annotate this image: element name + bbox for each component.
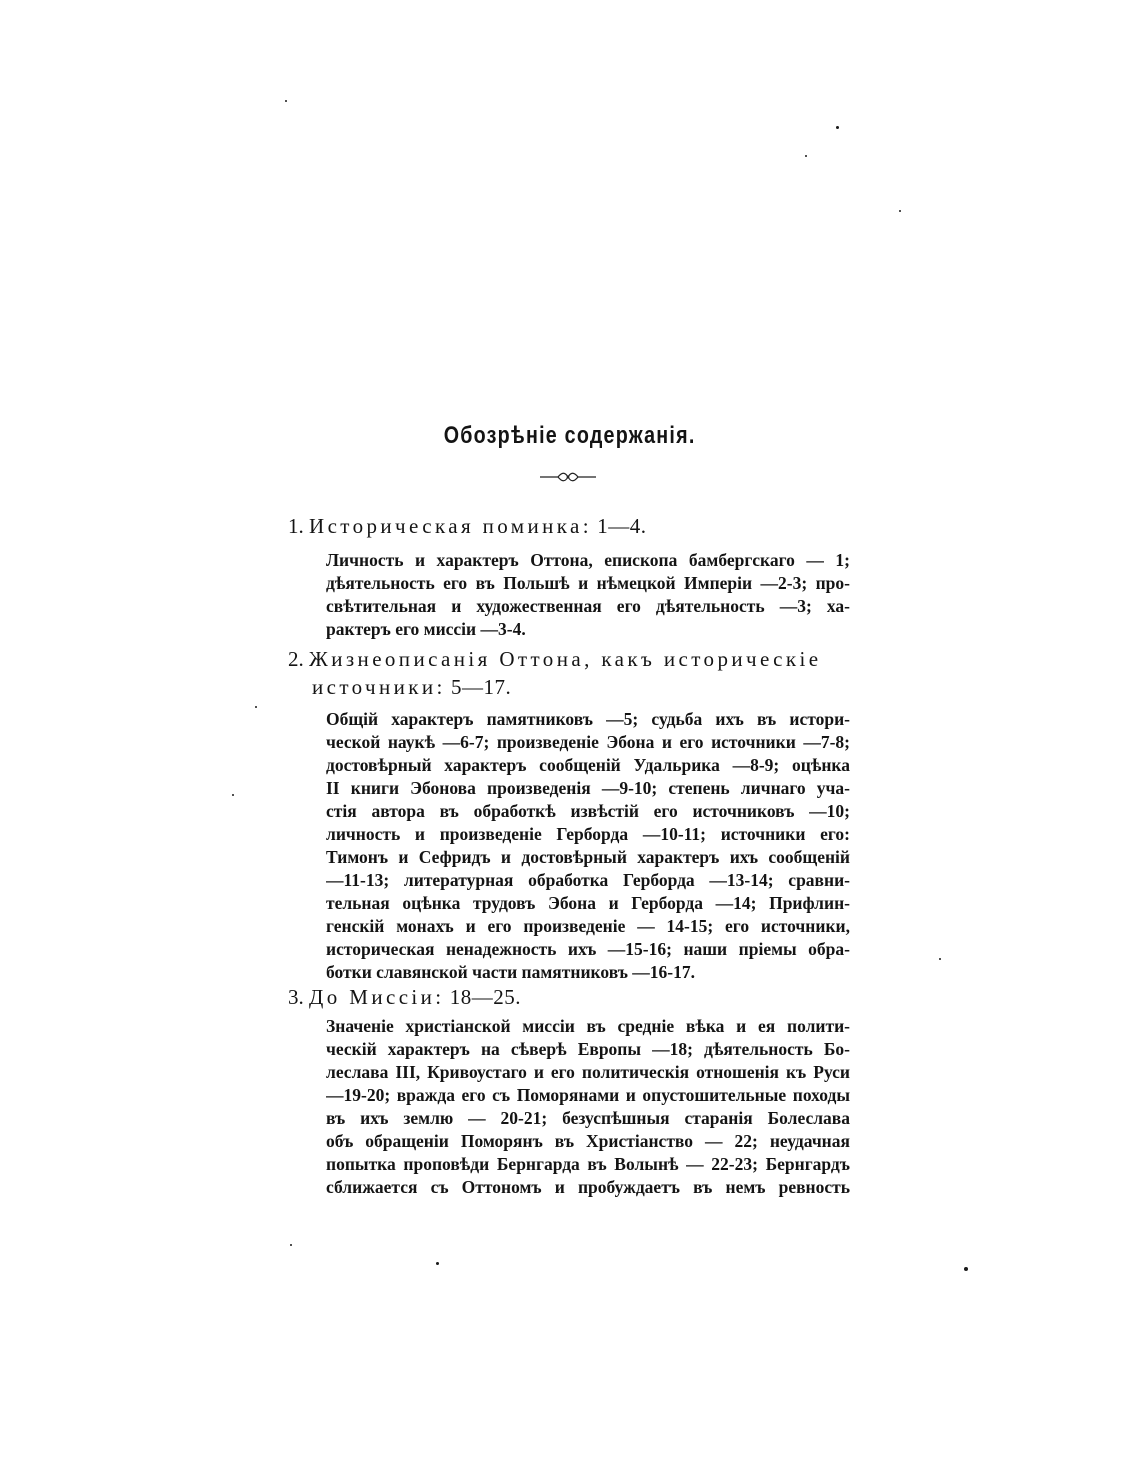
section-3-line: сближается съ Оттономъ и пробуждаетъ въ немъ ревность	[326, 1177, 850, 1197]
section-range: 18—25.	[449, 985, 522, 1009]
scan-speck	[964, 1267, 968, 1271]
section-2-line: историческая ненадежность ихъ —15-16; наши пріемы обра-	[326, 939, 850, 959]
section-number: 3.	[288, 985, 304, 1009]
ornament-divider-icon	[538, 470, 598, 484]
section-3-heading	[288, 983, 521, 1012]
section-1-line: рактеръ его миссіи —3-4.	[326, 619, 526, 639]
section-2-line: —11-13; литературная обработка Герборда —13-14; сравни-	[326, 870, 850, 890]
section-2-line: Общій характеръ памятниковъ —5; судьба ихъ въ истори-	[326, 709, 850, 729]
section-2-line: достовѣрный характеръ сообщеній Удальрика —8-9; оцѣнка	[326, 755, 850, 775]
section-1-line: дѣятельность его въ Польшѣ и нѣмецкой Имперіи —2-3; про-	[326, 573, 850, 593]
section-2-heading	[288, 645, 852, 674]
section-title-continued: источники:	[312, 675, 446, 699]
section-range: 1—4.	[597, 514, 647, 538]
section-1-line: Личность и характеръ Оттона, епископа бамбергскаго — 1;	[326, 550, 850, 570]
scan-speck	[290, 1244, 292, 1246]
section-2-heading-cont	[312, 673, 511, 702]
page-title: Обозрѣніе содержанія.	[443, 422, 696, 449]
scan-speck	[436, 1262, 439, 1265]
scan-speck	[899, 210, 901, 212]
section-3-line: —19-20; вражда его съ Поморянами и опустошительные походы	[326, 1085, 850, 1105]
section-2-line: II книги Эбонова произведенія —9-10; степень личнаго уча-	[326, 778, 850, 798]
section-title: До Миссіи:	[309, 985, 445, 1009]
section-2-line: генскій монахъ и его произведеніе — 14-15; его источники,	[326, 916, 850, 936]
section-3-line: ческій характеръ на сѣверѣ Европы —18; дѣятельность Бо-	[326, 1039, 850, 1059]
section-1-heading	[288, 512, 647, 541]
section-number: 2.	[288, 647, 304, 671]
section-2-line: личность и произведеніе Герборда —10-11; источники его:	[326, 824, 850, 844]
section-2-line: ческой наукѣ —6-7; произведеніе Эбона и его источники —7-8;	[326, 732, 850, 752]
scan-speck	[255, 706, 257, 708]
section-3-line: объ обращеніи Поморянъ въ Христіанство — 22; неудачная	[326, 1131, 850, 1151]
section-3-line: Значеніе христіанской миссіи въ средніе вѣка и ея полити-	[326, 1016, 850, 1036]
section-2-line: ботки славянской части памятниковъ —16-17.	[326, 962, 695, 982]
section-range: 5—17.	[450, 675, 512, 699]
section-2-line: тельная оцѣнка трудовъ Эбона и Герборда —14; Прифлин-	[326, 893, 850, 913]
section-title: Историческая поминка:	[309, 514, 593, 538]
scan-speck	[939, 958, 941, 960]
section-2-line: стія автора въ обработкѣ извѣстій его источниковъ —10;	[326, 801, 850, 821]
scan-speck	[232, 794, 234, 796]
section-number: 1.	[288, 514, 304, 538]
section-3-line: леслава III, Кривоустаго и его политическія отношенія къ Руси	[326, 1062, 850, 1082]
section-3-line: попытка проповѣди Бернгарда въ Волынѣ — 22-23; Бернгардъ	[326, 1154, 850, 1174]
section-2-line: Тимонъ и Сефридъ и достовѣрный характеръ ихъ сообщеній	[326, 847, 850, 867]
section-1-line: свѣтительная и художественная его дѣятельность —3; ха-	[326, 596, 850, 616]
scan-speck	[805, 155, 807, 157]
section-3-line: въ ихъ землю — 20-21; безуспѣшныя старанія Болеслава	[326, 1108, 850, 1128]
scan-speck	[836, 126, 839, 129]
scan-speck	[285, 100, 287, 102]
section-title: Жизнеописанія Оттона, какъ историческіе	[309, 647, 822, 671]
